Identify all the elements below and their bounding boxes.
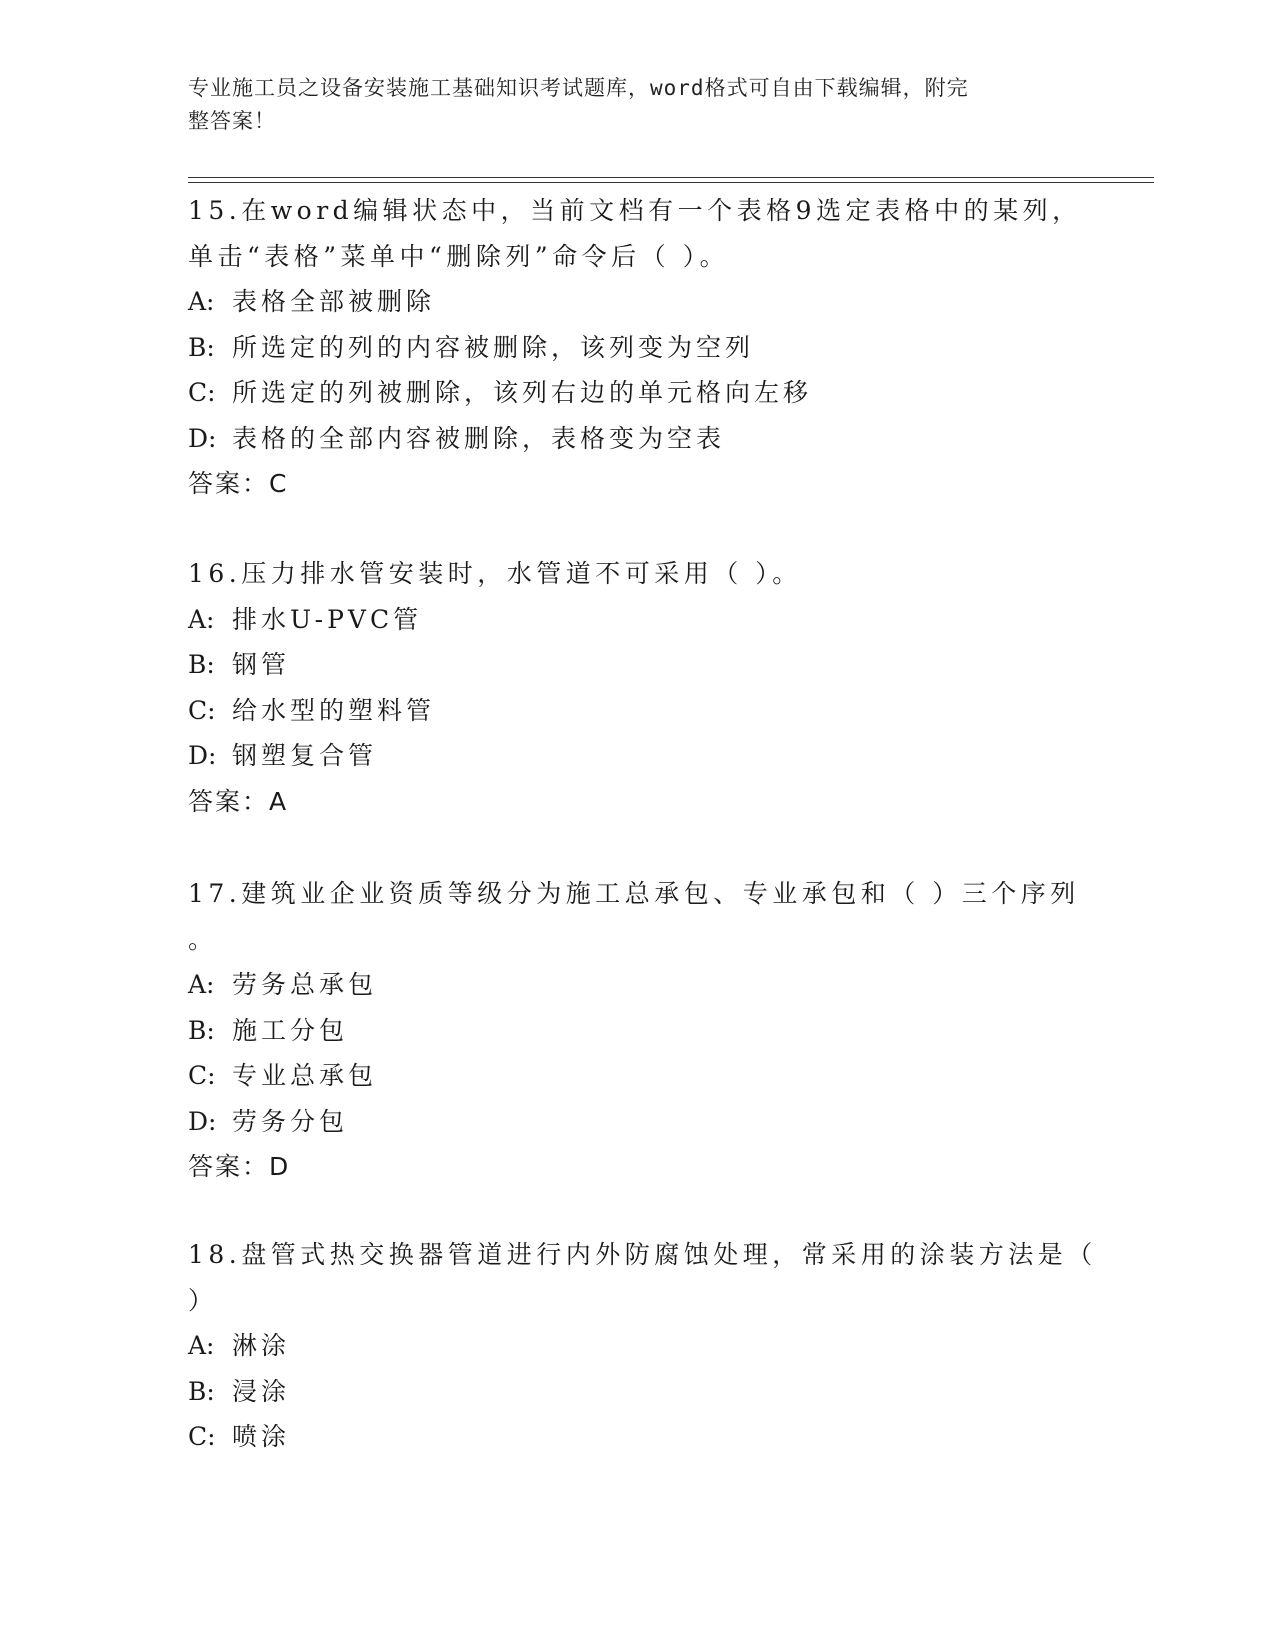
option-letter: B:: [188, 1015, 215, 1045]
option-a: [188, 279, 1088, 325]
header-divider-bottom: [188, 182, 1154, 183]
answer-line: 答案：A: [188, 786, 289, 816]
option-letter: A:: [188, 287, 215, 316]
question-16: [188, 551, 1088, 824]
option-letter: B:: [188, 332, 215, 362]
question-stem-line: 。: [188, 924, 218, 954]
question-stem-line: 15.在word编辑状态中，当前文档有一个表格9选定表格中的某列，: [188, 196, 1082, 225]
header-line-2: 整答案！: [188, 109, 276, 133]
option-a: [188, 1323, 1088, 1369]
option-letter: D:: [188, 1106, 217, 1136]
option-letter: A:: [188, 1331, 215, 1360]
option-a: [188, 597, 1088, 643]
option-letter: C:: [188, 695, 216, 725]
option-a: [188, 962, 1088, 1008]
option-text: 专业总承包: [232, 1061, 378, 1090]
header-line-1: 专业施工员之设备安装施工基础知识考试题库，word格式可自由下载编辑，附完: [188, 76, 969, 100]
option-text: 排水U-PVC管: [232, 604, 423, 634]
option-text: 施工分包: [232, 1015, 349, 1045]
option-letter: A:: [188, 970, 215, 999]
option-b: [188, 642, 1088, 688]
question-17: [188, 871, 1088, 1190]
option-c: [188, 370, 1088, 416]
question-stem-line: 17.建筑业企业资质等级分为施工总承包、专业承包和（ ）三个序列: [188, 879, 1080, 908]
answer-line: 答案：D: [188, 1152, 291, 1181]
option-d: [188, 416, 1088, 462]
option-c: [188, 1414, 1088, 1460]
option-text: 浸涂: [232, 1376, 291, 1406]
option-text: 所选定的列被删除，该列右边的单元格向左移: [232, 378, 813, 407]
option-d: [188, 1099, 1088, 1145]
option-b: [188, 325, 1088, 371]
option-text: 钢管: [232, 650, 291, 679]
option-text: 表格的全部内容被删除，表格变为空表: [232, 423, 726, 453]
option-letter: B:: [188, 650, 215, 679]
option-letter: A:: [188, 604, 215, 634]
question-18: [188, 1232, 1097, 1460]
option-text: 钢塑复合管: [232, 741, 378, 770]
answer-line: 答案：C: [188, 469, 289, 498]
option-letter: D:: [188, 423, 217, 453]
question-stem-line: 18.盘管式热交换器管道进行内外防腐蚀处理，常采用的涂装方法是（: [188, 1240, 1097, 1269]
option-letter: C:: [188, 1061, 216, 1090]
header-divider-top: [188, 177, 1154, 178]
option-b: [188, 1369, 1088, 1415]
question-stem-line: ）: [188, 1285, 218, 1315]
option-text: 劳务分包: [232, 1106, 349, 1136]
option-letter: D:: [188, 741, 217, 770]
option-c: [188, 1053, 1088, 1099]
option-text: 劳务总承包: [232, 970, 378, 999]
option-text: 喷涂: [232, 1422, 291, 1451]
option-c: [188, 688, 1088, 734]
option-d: [188, 733, 1088, 779]
option-b: [188, 1008, 1088, 1054]
option-letter: C:: [188, 378, 216, 407]
option-text: 表格全部被删除: [232, 287, 436, 316]
option-text: 给水型的塑料管: [232, 695, 436, 725]
option-text: 淋涂: [232, 1331, 291, 1360]
document-header: [188, 72, 1078, 138]
question-stem-line: 单击“表格”菜单中“删除列”命令后（ ）。: [188, 241, 730, 271]
option-text: 所选定的列的内容被删除，该列变为空列: [232, 332, 755, 362]
question-stem-line: 16.压力排水管安装时，水管道不可采用（ ）。: [188, 559, 802, 588]
option-letter: B:: [188, 1376, 215, 1406]
question-15: [188, 188, 1088, 507]
option-letter: C:: [188, 1422, 216, 1451]
